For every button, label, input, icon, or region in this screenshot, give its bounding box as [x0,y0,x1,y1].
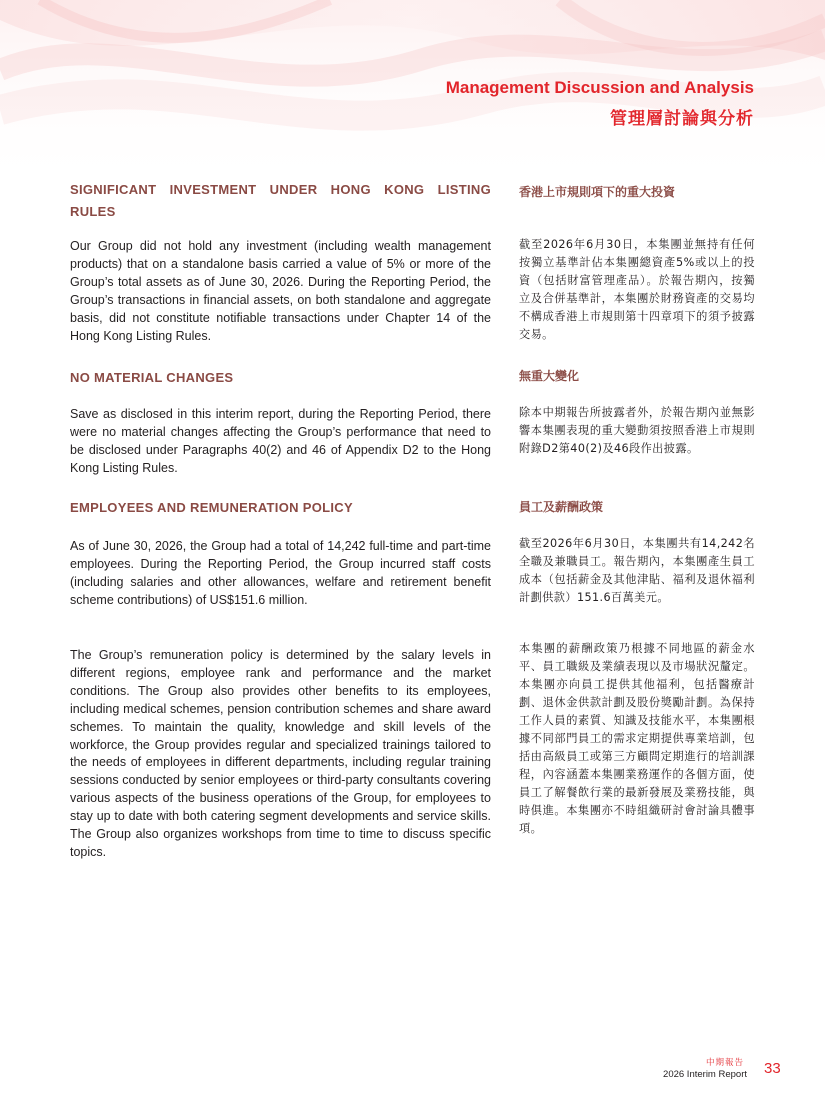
paragraph-significant-investment-en: Our Group did not hold any investment (including wealth management products) that on a standalone basis carried a value of 5% or more of the Group’s total assets as of June 30, 2026. During the Reporting Period, the Group’s transactions in financial assets, on both standalone and aggregate basis, did not constitute notifiable transactions under Chapter 14 of the Hong Kong Listing Rules. [70,239,491,343]
header-title-en: Management Discussion and Analysis [445,78,754,97]
paragraph-remuneration-policy-en: The Group’s remuneration policy is determined by the salary levels in different regions, employee rank and performance and the market conditions. The Group also provides other benefits to its employees, including medical schemes, pension contribution schemes and share award schemes. To maintain the quality, knowledge and skill levels of the workforce, the Group provides regular and specialized trainings tailored to the needs of employees in different departments, including regular training sessions conducted by senior employees or third-party consultants covering various aspects of the business operations of the Group, for employees to stay up to date with both catering segment developments and service skills. The Group also organizes workshops from time to time to discuss specific topics. [70,648,491,859]
footer-report-title-en: 2026 Interim Report [663,1069,747,1080]
paragraph-employees-staff-zh: 截至2026年6月30日，本集團共有14,242名全職及兼職員工。報告期內，本集團產生員工成本（包括薪金及其他津貼、福利及退休福利計劃供款）151.6百萬美元。 [519,537,755,604]
section-heading-significant-investment-en: SIGNIFICANT INVESTMENT UNDER HONG KONG LISTING RULES [70,182,491,219]
paragraph-no-material-changes-zh: 除本中期報告所披露者外，於報告期內並無影響本集團表現的重大變動須按照香港上市規則附錄D2第40(2)及46段作出披露。 [519,406,755,455]
paragraph-no-material-changes-en: Save as disclosed in this interim report, during the Reporting Period, there were no material changes affecting the Group’s performance that need to be disclosed under Paragraphs 40(2) and 46 of Appendix D2 to the Hong Kong Listing Rules. [70,407,491,475]
paragraph-significant-investment-zh: 截至2026年6月30日，本集團並無持有任何按獨立基準計佔本集團總資產5%或以上的投資（包括財富管理產品）。於報告期內，按獨立及合併基準計，本集團於財務資產的交易均不構成香港上市規則第十四章項下的須予披露交易。 [519,238,755,341]
section-heading-employees-en: EMPLOYEES AND REMUNERATION POLICY [70,500,353,515]
paragraph-remuneration-policy-zh: 本集團的薪酬政策乃根據不同地區的薪金水平、員工職級及業績表現以及市場狀況釐定。本集團亦向員工提供其他福利，包括醫療計劃、退休金供款計劃及股份獎勵計劃。為保持工作人員的素質、知識及技能水平，本集團根據不同部門員工的需求定期提供專業培訓，包括由高級員工或第三方顧問定期進行的培訓課程，內容涵蓋本集團業務運作的各個方面，使員工了解餐飲行業的最新發展及業務技能，與時俱進。本集團亦不時組織研討會討論具體事項。 [519,642,755,835]
section-heading-no-material-changes-en: NO MATERIAL CHANGES [70,370,234,385]
page-number: 33 [764,1060,781,1077]
paragraph-employees-staff-en: As of June 30, 2026, the Group had a total of 14,242 full-time and part-time employees. During the Reporting Period, the Group incurred staff costs (including salaries and other allowances, welfare and retirement benefit scheme contributions) of US$151.6 million. [70,539,491,607]
section-heading-no-material-changes-zh: 無重大變化 [519,369,580,383]
header-title-zh: 管理層討論與分析 [610,109,754,129]
section-heading-employees-zh: 員工及薪酬政策 [519,500,604,514]
section-heading-significant-investment-zh: 香港上市規則項下的重大投資 [519,185,676,199]
footer-report-title-zh: 中期報告 [705,1058,744,1068]
